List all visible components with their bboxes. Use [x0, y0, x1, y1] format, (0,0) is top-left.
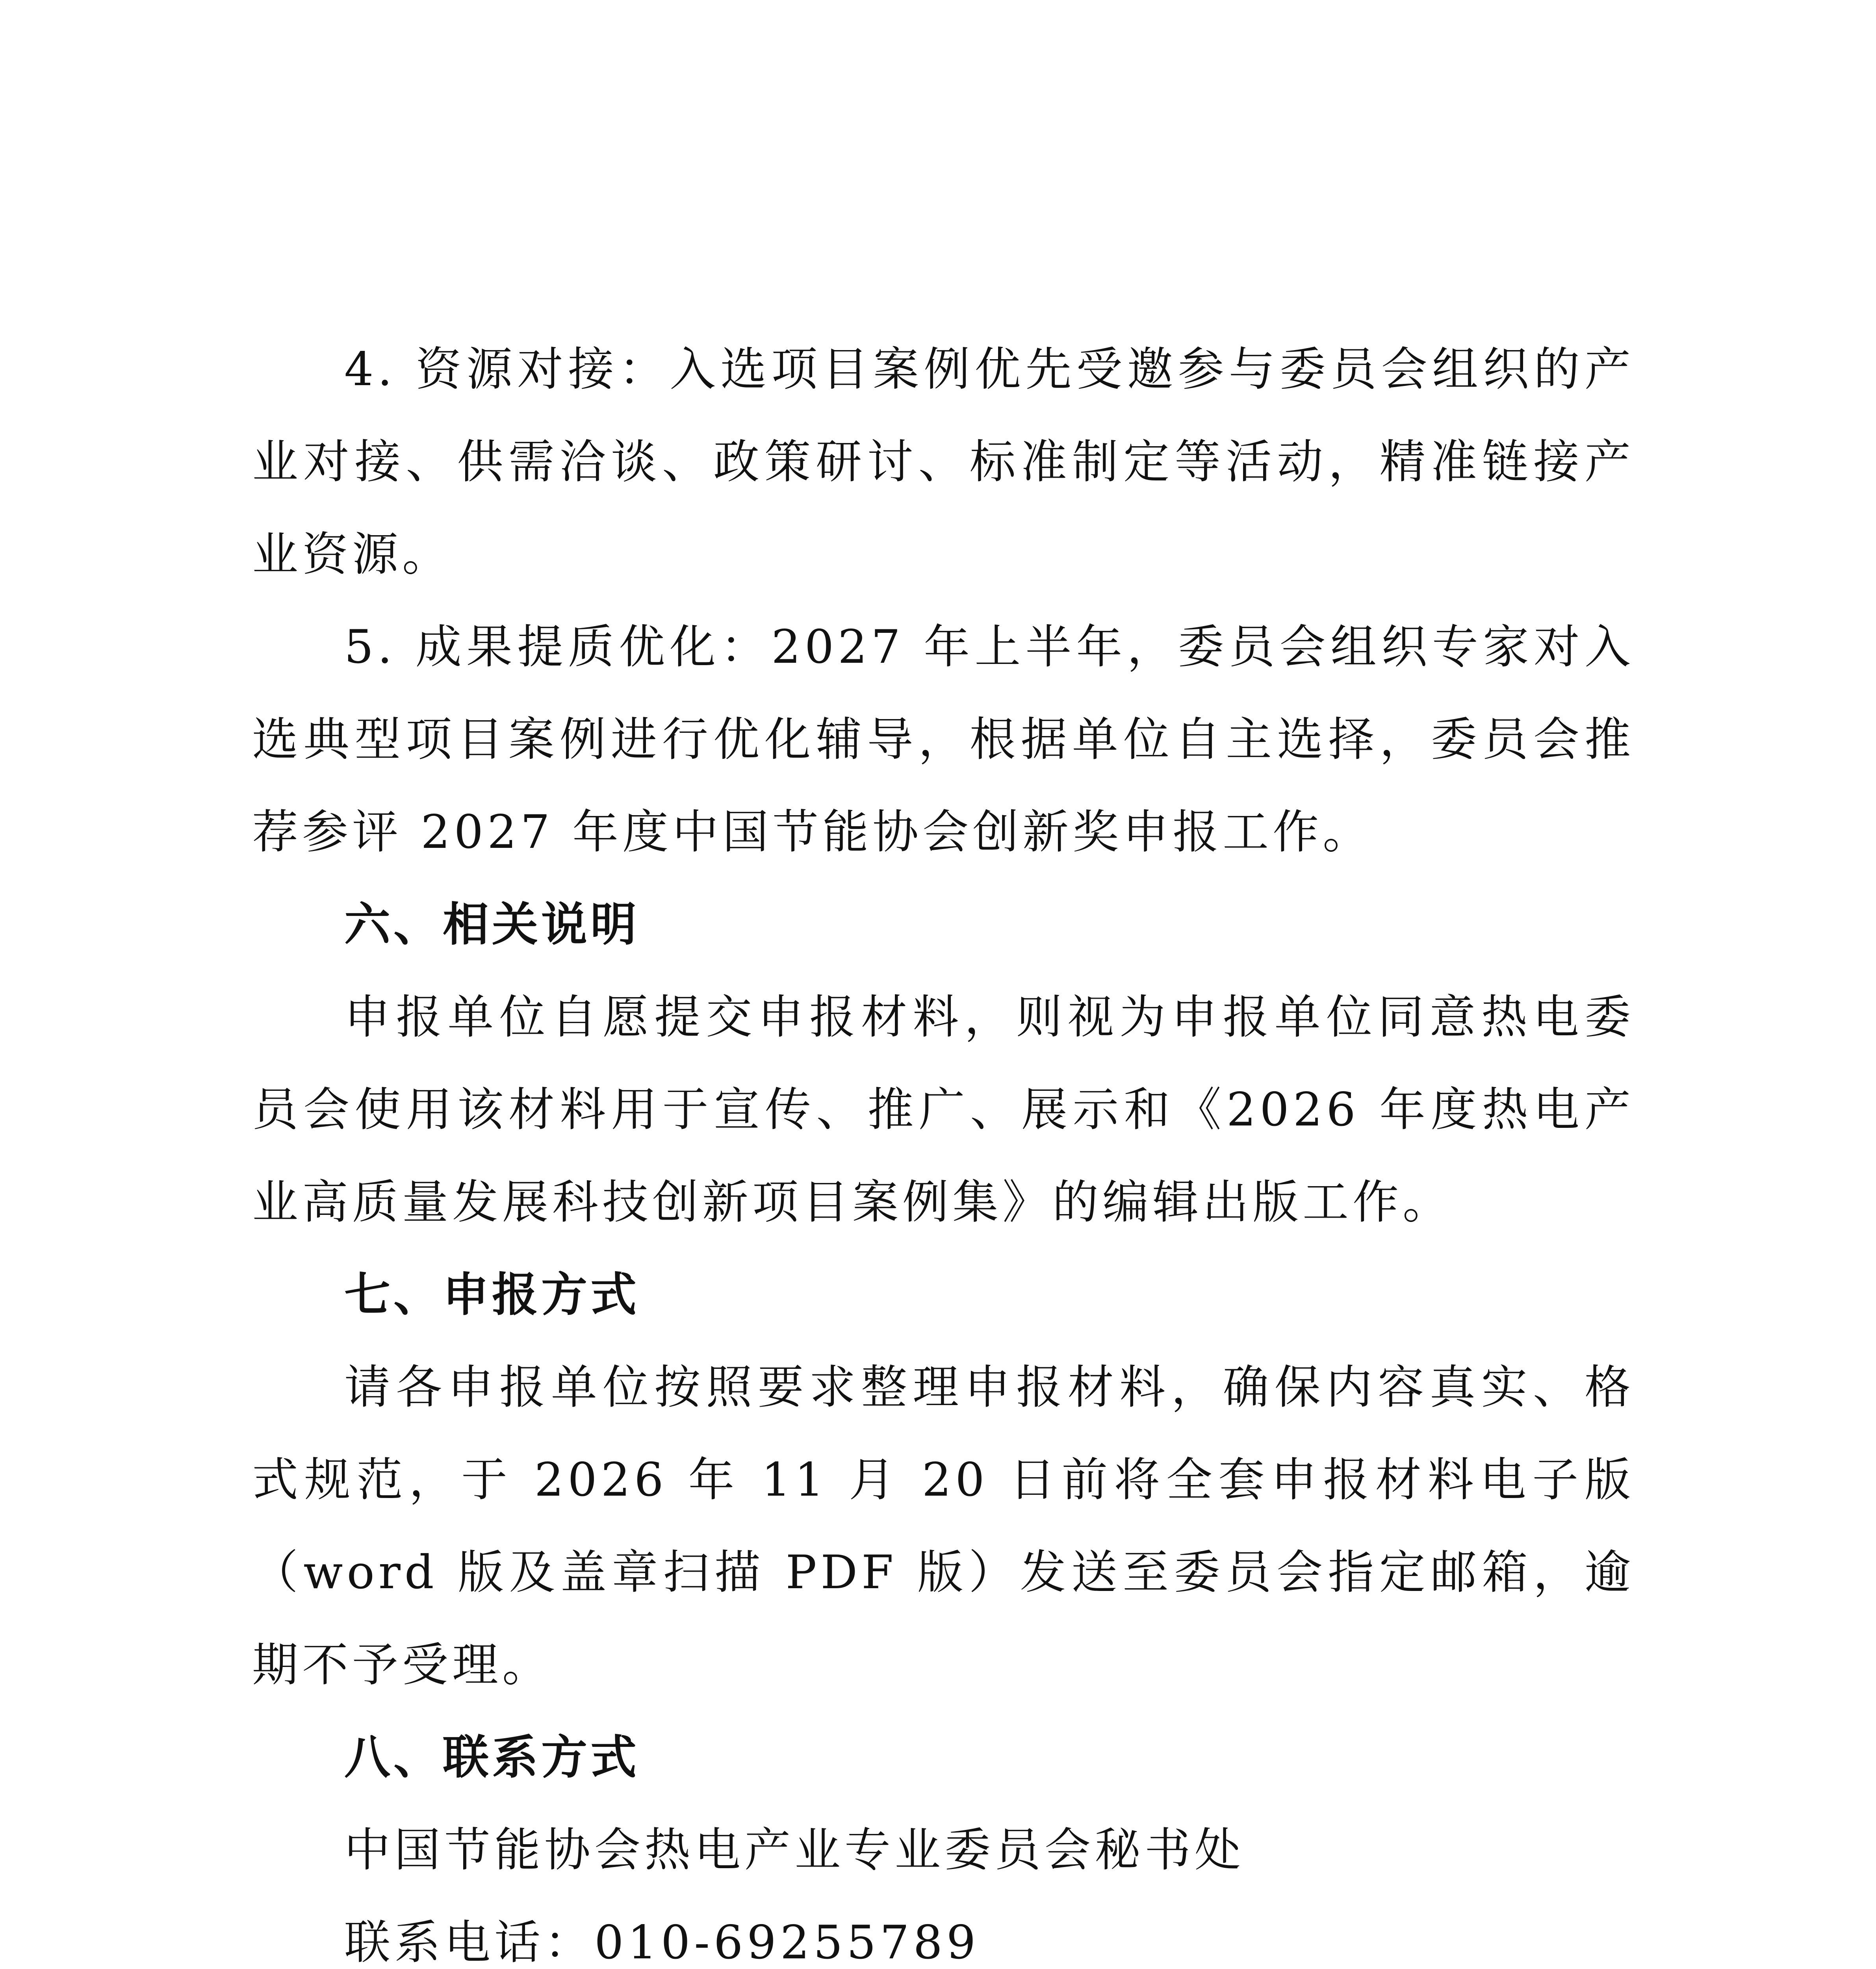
section-heading-submission: 七、申报方式 [344, 1268, 640, 1322]
section-body-notes: 申报单位自愿提交申报材料，则视为申报单位同意热电委员会使用该材料用于宣传、推广、展示和《2026 年度热电产业高质量发展科技创新项目案例集》的编辑出版工作。 [252, 990, 1635, 1229]
section-heading-notes: 六、相关说明 [344, 897, 640, 951]
document-body [252, 323, 1635, 1969]
item-resource-matching: 4. 资源对接：入选项目案例优先受邀参与委员会组织的产业对接、供需洽谈、政策研讨、标准制定等活动，精准链接产业资源。 [252, 342, 1635, 581]
contact-organization: 中国节能协会热电产业专业委员会秘书处 [344, 1823, 1245, 1877]
section-body-submission: 请各申报单位按照要求整理申报材料，确保内容真实、格式规范，于 2026 年 11 月 20 日前将全套申报材料电子版（word 版及盖章扫描 PDF 版）发送至委员会指定邮箱，逾期不予受理。 [252, 1360, 1635, 1692]
item-outcome-optimization: 5. 成果提质优化：2027 年上半年，委员会组织专家对入选典型项目案例进行优化辅导，根据单位自主选择，委员会推荐参评 2027 年度中国节能协会创新奖申报工作。 [252, 620, 1635, 859]
contact-phone: 联系电话：010-69255789 [344, 1915, 980, 1969]
section-heading-contact: 八、联系方式 [344, 1730, 640, 1784]
